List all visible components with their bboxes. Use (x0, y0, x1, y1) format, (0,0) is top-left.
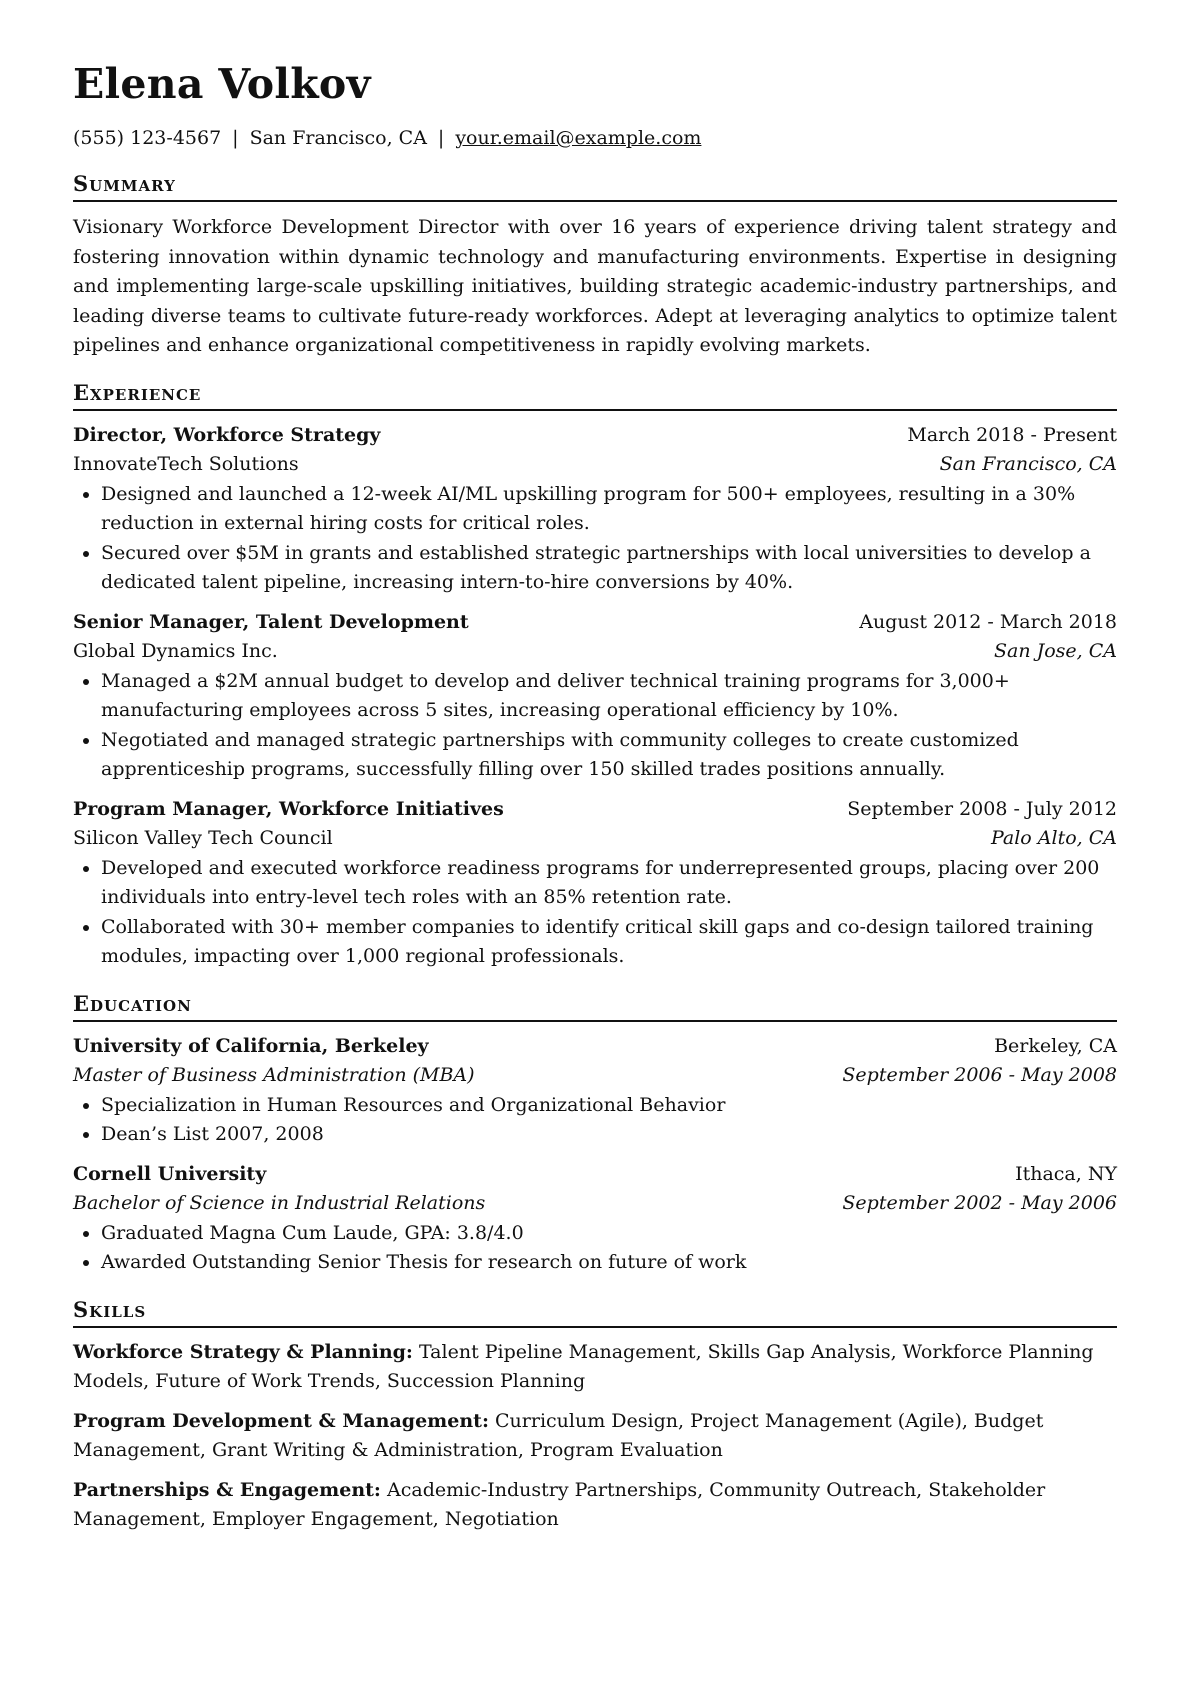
education-header (73, 1032, 1117, 1062)
school-name: Cornell University (73, 1162, 267, 1185)
summary-text: Visionary Workforce Development Director with over 16 years of experience driving talent strategy and fostering innovation within dynamic technology and manufacturing environments. Expertise in designing and implementing large-scale upskilling initiatives, building strategic academic-industry partnerships, and leading diverse teams to cultivate future-ready workforces. Adept at leveraging analytics to optimize talent pipelines and enhance organizational competitiveness in rapidly evolving markets. (73, 216, 1117, 356)
job-entry (73, 608, 1117, 785)
job-company: InnovateTech Solutions (73, 453, 299, 475)
job-header (73, 608, 1117, 638)
skill-group (73, 1476, 1117, 1535)
education-dates: September 2002 - May 2006 (842, 1192, 1117, 1214)
job-subheader (73, 824, 1117, 854)
bullet-item: • Secured over $5M in grants and established strategic partnerships with local universities to develop a dedicated talent pipeline, increasing intern-to-hire conversions by 40%. (101, 539, 1117, 598)
job-header (73, 421, 1117, 451)
bullet-item: • Managed a $2M annual budget to develop and deliver technical training programs for 3,000+ manufacturing employees across 5 sites, increasing operational efficiency by 10%. (101, 667, 1117, 726)
education-entry (73, 1160, 1117, 1278)
location: San Francisco, CA (249, 127, 427, 149)
email-link[interactable]: your.email@example.com (455, 127, 702, 149)
job-entry (73, 421, 1117, 598)
candidate-name: Elena Volkov (73, 60, 371, 108)
job-dates: August 2012 - March 2018 (859, 610, 1117, 633)
education-entry (73, 1032, 1117, 1150)
education-bullets (73, 1219, 1117, 1278)
bullet-item: • Collaborated with 30+ member companies to identify critical skill gaps and co-design tailored training modules, impacting over 1,000 regional professionals. (101, 913, 1117, 972)
education-header (73, 1160, 1117, 1190)
skill-group (73, 1338, 1117, 1397)
skill-group (73, 1407, 1117, 1466)
bullet-item: • Graduated Magna Cum Laude, GPA: 3.8/4.0 (101, 1219, 1117, 1249)
section-title-experience: Experience (73, 379, 1117, 411)
section-title-skills: Skills (73, 1296, 1117, 1328)
contact-separator: | (437, 127, 445, 149)
education-bullets (73, 1091, 1117, 1150)
contact-line (73, 124, 1117, 152)
skill-group-label: Partnerships & Engagement: (73, 1478, 381, 1501)
skill-group-items: Talent Pipeline Management, Skills Gap Analysis, Workforce Planning Models, Future of Work Trends, Succession Planning (73, 1340, 1094, 1392)
job-bullets (73, 480, 1117, 598)
bullet-item: • Awarded Outstanding Senior Thesis for research on future of work (101, 1248, 1117, 1278)
job-subheader (73, 637, 1117, 667)
skill-group-items: Curriculum Design, Project Management (Agile), Budget Management, Grant Writing & Administration, Program Evaluation (73, 1409, 1044, 1461)
job-dates: March 2018 - Present (907, 423, 1117, 446)
job-dates: September 2008 - July 2012 (847, 797, 1117, 820)
job-role: Senior Manager, Talent Development (73, 610, 469, 633)
bullet-item: • Dean’s List 2007, 2008 (101, 1120, 1117, 1150)
degree: Master of Business Administration (MBA) (73, 1064, 475, 1086)
phone: (555) 123-4567 (73, 127, 222, 149)
job-bullets (73, 667, 1117, 785)
job-location: San Jose, CA (993, 640, 1117, 662)
job-location: Palo Alto, CA (990, 827, 1117, 849)
skill-group-label: Program Development & Management: (73, 1409, 489, 1432)
bullet-item: • Negotiated and managed strategic partnerships with community colleges to create customized apprenticeship programs, successfully filling over 150 skilled trades positions annually. (101, 726, 1117, 785)
job-bullets (73, 854, 1117, 972)
school-name: University of California, Berkeley (73, 1034, 429, 1057)
bullet-item: • Specialization in Human Resources and Organizational Behavior (101, 1091, 1117, 1121)
job-company: Silicon Valley Tech Council (73, 827, 333, 849)
section-title-education: Education (73, 990, 1117, 1022)
skill-group-label: Workforce Strategy & Planning: (73, 1340, 413, 1363)
job-location: San Francisco, CA (939, 453, 1117, 475)
education-dates: September 2006 - May 2008 (842, 1064, 1117, 1086)
degree: Bachelor of Science in Industrial Relations (73, 1192, 486, 1214)
school-location: Ithaca, NY (1015, 1162, 1117, 1185)
section-title-summary: Summary (73, 170, 1117, 202)
job-entry (73, 795, 1117, 972)
job-role: Program Manager, Workforce Initiatives (73, 797, 504, 820)
job-subheader (73, 450, 1117, 480)
education-subheader (73, 1061, 1117, 1091)
job-header (73, 795, 1117, 825)
school-location: Berkeley, CA (994, 1034, 1117, 1057)
skill-group-items: Academic-Industry Partnerships, Community Outreach, Stakeholder Management, Employer Engagement, Negotiation (73, 1478, 1046, 1530)
contact-separator: | (232, 127, 239, 149)
education-subheader (73, 1189, 1117, 1219)
job-role: Director, Workforce Strategy (73, 423, 381, 446)
job-company: Global Dynamics Inc. (73, 640, 278, 662)
bullet-item: • Designed and launched a 12-week AI/ML upskilling program for 500+ employees, resulting in a 30% reduction in external hiring costs for critical roles. (101, 480, 1117, 539)
bullet-item: • Developed and executed workforce readiness programs for underrepresented groups, placing over 200 individuals into entry-level tech roles with an 85% retention rate. (101, 854, 1117, 913)
